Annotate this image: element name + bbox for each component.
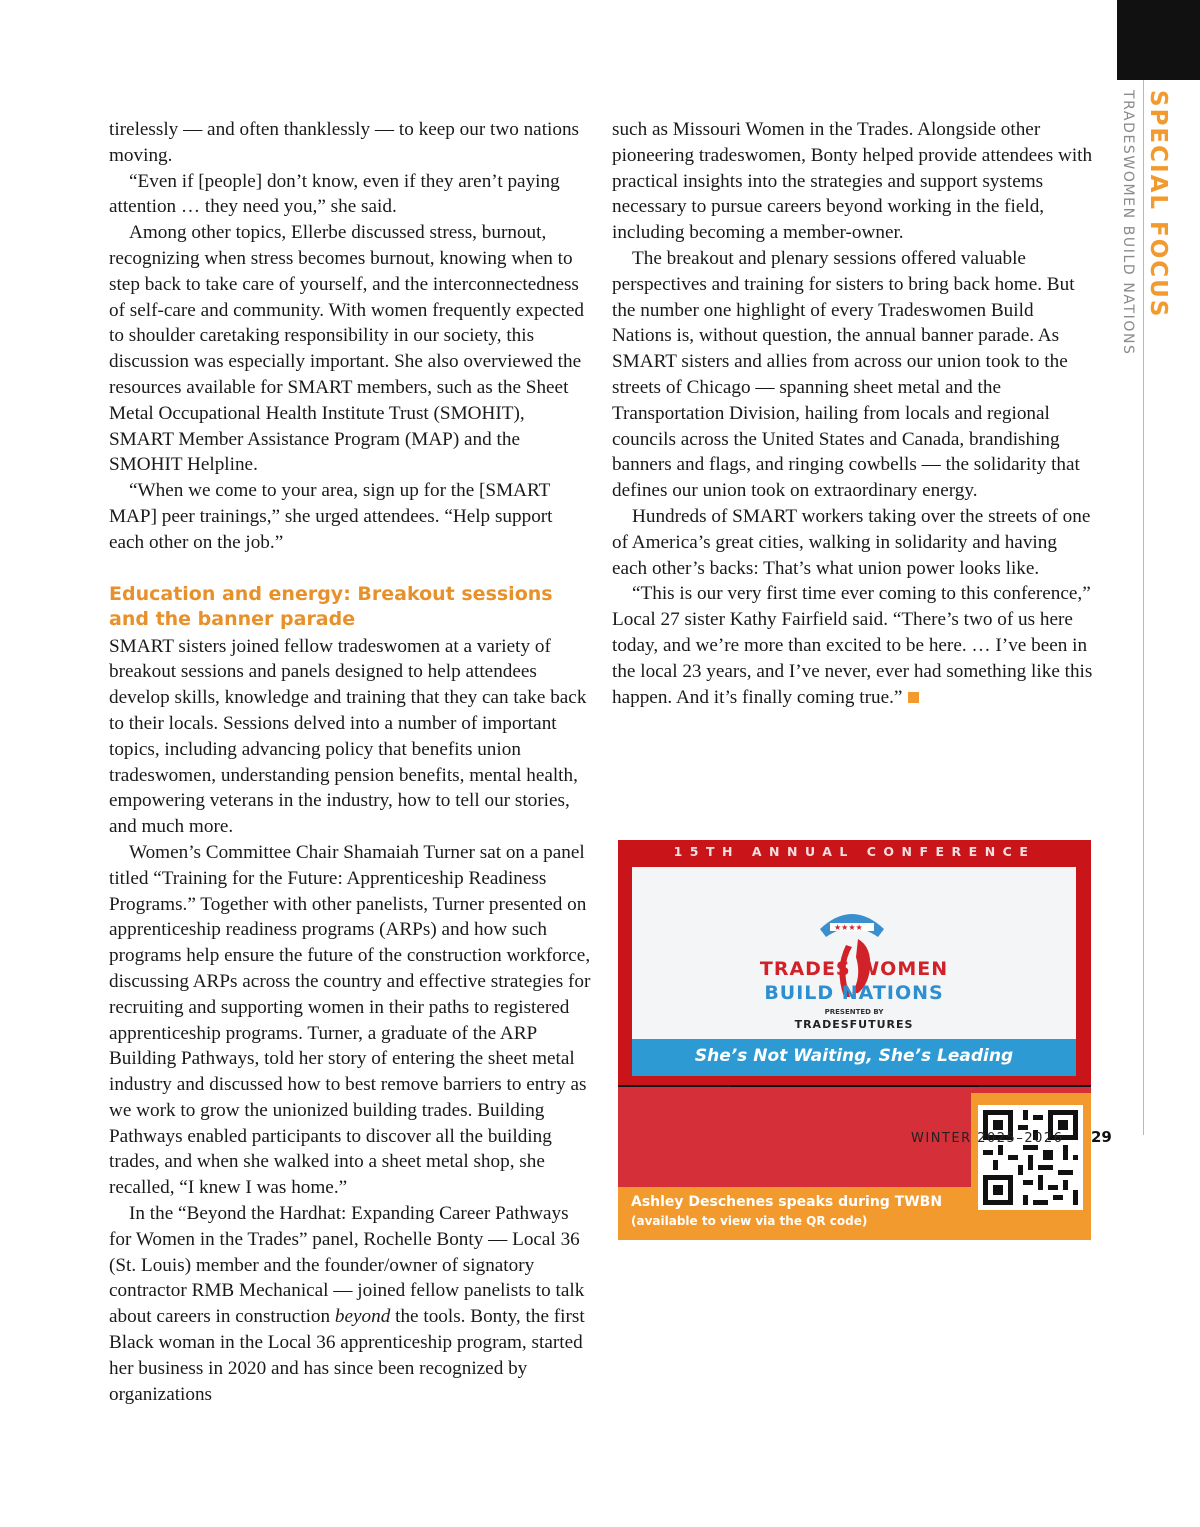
presented-by-label: PRESENTED BY <box>824 1008 884 1016</box>
text-run: “This is our very first time ever coming to this conference,” Local 27 sister Kathy Fairfield said. “There’s two of us here today, and we’re more than excited to be here. … I’ve been in the local 23 years, and I’ve never, ever had something like this happen. And it’s finally coming true.” <box>612 583 1093 708</box>
paragraph: Among other topics, Ellerbe discussed stress, burnout, recognizing when stress becomes burnout, knowing when to step back to take care of yourself, and the interconnectedness of self-care and community. With women frequently expected to shoulder caretaking responsibility in our society, this discussion was especially important. She also overviewed the resources available for SMART members, such as the Sheet Metal Occupational Health Institute Trust (SMOHIT), SMART Member Assistance Program (MAP) and the SMOHIT Helpline. <box>109 222 585 476</box>
logo-line-2: BUILD NATIONS <box>764 982 944 1004</box>
margin-rule <box>1143 80 1144 1135</box>
projection-screen <box>618 840 1091 1085</box>
photo-caption <box>618 1187 971 1240</box>
article-column-left <box>109 117 591 1407</box>
article-column-right <box>612 117 1094 710</box>
paragraph: such as Missouri Women in the Trades. Alongside other pioneering tradeswomen, Bonty helped provide attendees with practical insights into the strategies and support systems necessary to pursue careers beyond working in the field, including becoming a member-owner. <box>612 119 1093 244</box>
qr-code-panel[interactable] <box>971 1093 1091 1240</box>
paragraph: SMART sisters joined fellow tradeswomen at a variety of breakout sessions and panels designed to help attendees develop skills, knowledge and training that they can take back to their locals. Sessions delved into a number of important topics, including advancing policy that benefits union tradeswomen, understanding pension benefits, mental health, empowering veterans in the industry, how to tell our stories, and much more. <box>109 635 587 838</box>
section-subtitle: TRADESWOMEN BUILD NATIONS <box>1120 90 1136 356</box>
tagline-bar <box>632 1039 1076 1076</box>
section-subhead: Education and energy: Breakout sessions and the banner parade <box>109 582 553 631</box>
text-run: the tools. Bonty, the first Black woman in the Local 36 apprenticeship program, started her business in 2020 and has since been recognized by organizations <box>109 1306 585 1405</box>
section-title: SPECIAL FOCUS <box>1145 90 1171 319</box>
screen-slide <box>632 867 1076 1039</box>
paragraph: tirelessly — and often thanklessly — to keep our two nations moving. <box>109 119 580 166</box>
paragraph <box>612 581 1094 710</box>
paragraph <box>109 1201 591 1407</box>
text-run: In the “Beyond the Hardhat: Expanding Career Pathways for Women in the Trades” panel, Rochelle Bonty — Local 36 (St. Louis) member and the founder/owner of signatory contractor RMB Mechanical — joined fellow panelists to talk about careers in construction <box>109 1203 585 1328</box>
section-tab-block <box>1117 0 1200 80</box>
svg-text:★★★★: ★★★★ <box>834 923 863 932</box>
caption-subtitle: (available to view via the QR code) <box>631 1214 868 1228</box>
screen-banner-text: 15TH ANNUAL CONFERENCE <box>673 844 1036 859</box>
emphasis: beyond <box>334 1306 391 1328</box>
paragraph: “Even if [people] don’t know, even if they aren’t paying attention … they need you,” she said. <box>109 170 560 218</box>
qr-code-icon[interactable] <box>978 1105 1083 1210</box>
issue-label: WINTER 2025–2026 <box>911 1131 1064 1146</box>
logo-line-1: TRADES WOMEN <box>759 958 949 980</box>
caption-title: Ashley Deschenes speaks during TWBN <box>631 1194 943 1210</box>
page-number: 29 <box>1091 1128 1112 1146</box>
paragraph: Hundreds of SMART workers taking over the streets of one of America’s great cities, walking in solidarity and having each other’s backs: That’s what union power looks like. <box>612 505 1091 579</box>
tagline: She’s Not Waiting, She’s Leading <box>694 1046 1014 1066</box>
end-mark <box>908 692 919 703</box>
paragraph: The breakout and plenary sessions offered valuable perspectives and training for sisters to bring back home. But the number one highlight of every Tradeswomen Build Nations is, without question, the annual banner parade. As SMART sisters and allies from across our union took to the streets of Chicago — spanning sheet metal and the Transportation Division, hailing from locals and regional councils across the United States and Canada, brandishing banners and flags, and ringing cowbells — the solidarity that defines our union took on extraordinary energy. <box>612 247 1080 502</box>
sponsor-label: TRADESFUTURES <box>794 1018 914 1031</box>
paragraph: Women’s Committee Chair Shamaiah Turner sat on a panel titled “Training for the Future: Apprenticeship Readiness Programs.” Together with other panelists, Turner presented on apprenticeship readiness programs (ARPs) and how such programs help ensure the future of the construction workforce, discussing ARPs across the country and effective strategies for recruiting and supporting women in their paths to registered apprenticeship programs. Turner, a graduate of the ARP Building Pathways, told her story of entering the sheet metal industry and discussed how to best remove barriers to entry as we work to grow the unionized building trades. Building Pathways enabled participants to discover all the building trades, and when she walked into a sheet metal shop, she recalled, “I knew I was home.” <box>109 841 591 1199</box>
paragraph: “When we come to your area, sign up for the [SMART MAP] peer trainings,” she urged attendees. “Help support each other on the job.” <box>109 480 553 553</box>
